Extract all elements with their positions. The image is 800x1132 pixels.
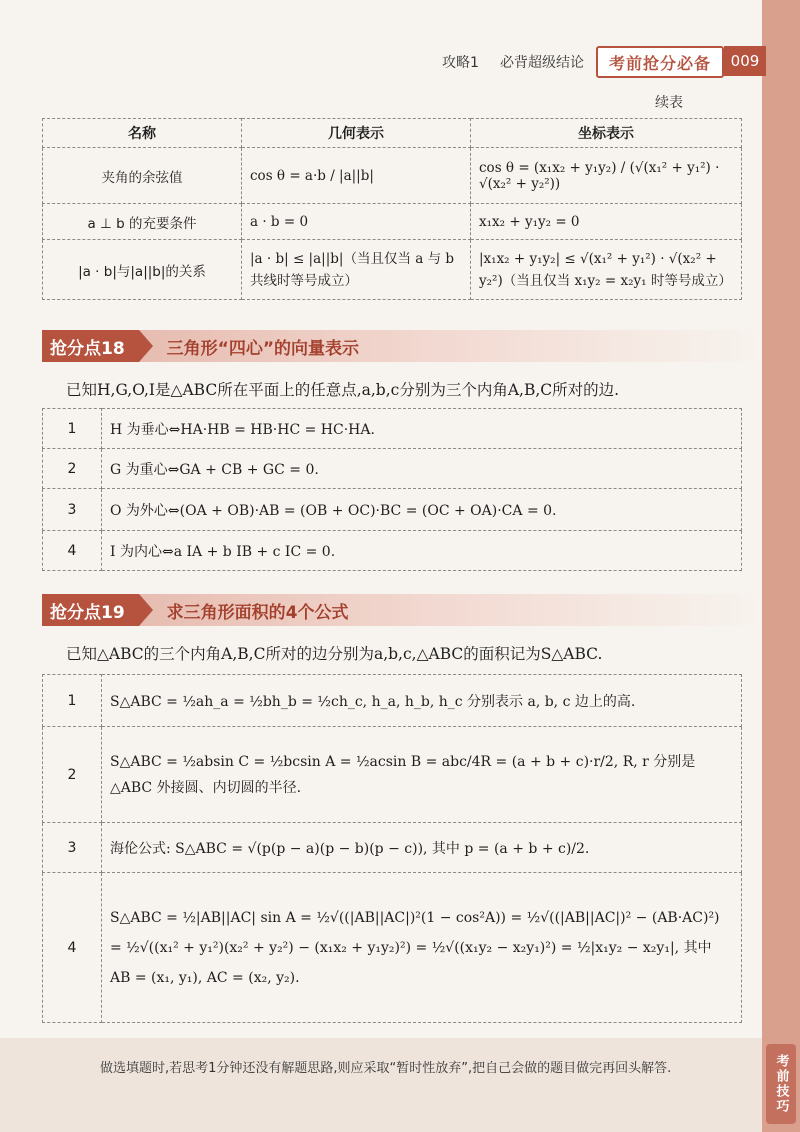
table-row (43, 823, 742, 873)
tip-box (0, 1038, 762, 1132)
row-number: 2 (43, 727, 102, 823)
row-text: S△ABC = ½|AB||AC| sin A = ½√((|AB||AC|)²(1 − cos²A)) = ½√((|AB||AC|)² − (AB·AC)²) = ½√((x₁² + y₁²)(x₂² + y₂²) − (x₁x₂ + y₁y₂)²) = ½√((x₁y₂ − x₂y₁)²) = ½|x₁y₂ − x₂y₁|, 其中 AB = (x₁, y₁), AC = (x₂, y₂). (102, 873, 742, 1023)
table-row (43, 675, 742, 727)
table-row (43, 204, 742, 240)
row-name: |a · b|与|a||b|的关系 (43, 240, 242, 300)
table-row (43, 148, 742, 204)
tip-text: 做选填题时,若思考1分钟还没有解题思路,则应采取“暂时性放弃”,把自己会做的题目做完再回头解答. (100, 1061, 672, 1076)
section-19-badge: 抢分点19 (42, 594, 139, 626)
header-geometric: 几何表示 (242, 119, 471, 148)
arrow-icon (139, 330, 153, 362)
row-text: I 为内心⇔a IA + b IB + c IC = 0. (102, 531, 742, 571)
page-number: 009 (724, 46, 766, 76)
row-text: G 为重心⇔GA + CB + GC = 0. (102, 449, 742, 489)
table-row (43, 409, 742, 449)
table-row (43, 727, 742, 823)
header-coordinate: 坐标表示 (471, 119, 742, 148)
section-18-intro: 已知H,G,O,I是△ABC所在平面上的任意点,a,b,c分别为三个内角A,B,C所对的边. (66, 381, 620, 399)
row-number: 1 (43, 675, 102, 727)
row-number: 1 (43, 409, 102, 449)
row-text: H 为垂心⇔HA·HB = HB·HC = HC·HA. (102, 409, 742, 449)
row-number: 2 (43, 449, 102, 489)
row-coordinate: x₁x₂ + y₁y₂ = 0 (471, 204, 742, 240)
row-coordinate: cos θ = (x₁x₂ + y₁y₂) / (√(x₁² + y₁²) · √(x₂² + y₂²)) (471, 148, 742, 204)
table-row (43, 489, 742, 531)
section-18-table (42, 408, 742, 571)
continued-label: 续表 (655, 95, 683, 111)
row-number: 4 (43, 873, 102, 1023)
row-number: 3 (43, 489, 102, 531)
section-18-badge: 抢分点18 (42, 330, 139, 362)
vector-table (42, 118, 742, 300)
row-geometric: cos θ = a·b / |a||b| (242, 148, 471, 204)
row-number: 4 (43, 531, 102, 571)
header-strategy: 攻略1 (442, 55, 479, 71)
table-row (43, 873, 742, 1023)
section-19-table (42, 674, 742, 1023)
section-19-heading (42, 594, 760, 626)
arrow-icon (139, 594, 153, 626)
row-geometric: |a · b| ≤ |a||b|（当且仅当 a 与 b 共线时等号成立） (242, 240, 471, 300)
row-coordinate: |x₁x₂ + y₁y₂| ≤ √(x₁² + y₁²) · √(x₂² + y₂²)（当且仅当 x₁y₂ = x₂y₁ 时等号成立） (471, 240, 742, 300)
section-19-intro: 已知△ABC的三个内角A,B,C所对的边分别为a,b,c,△ABC的面积记为S△ABC. (66, 645, 603, 663)
row-geometric: a · b = 0 (242, 204, 471, 240)
side-strip (762, 0, 800, 1132)
table-header-row (43, 119, 742, 148)
side-tab: 考前技巧 (766, 1044, 796, 1124)
row-text: O 为外心⇔(OA + OB)·AB = (OB + OC)·BC = (OC + OA)·CA = 0. (102, 489, 742, 531)
table-row (43, 531, 742, 571)
table-row (43, 449, 742, 489)
row-text: 海伦公式: S△ABC = √(p(p − a)(p − b)(p − c)), 其中 p = (a + b + c)/2. (102, 823, 742, 873)
row-text: S△ABC = ½ah_a = ½bh_b = ½ch_c, h_a, h_b, h_c 分别表示 a, b, c 边上的高. (102, 675, 742, 727)
section-18-title: 三角形“四心”的向量表示 (166, 338, 360, 359)
row-text: S△ABC = ½absin C = ½bcsin A = ½acsin B = abc/4R = (a + b + c)·r/2, R, r 分别是△ABC 外接圆、内切圆的半径. (102, 727, 742, 823)
header-subtitle: 必背超级结论 (500, 55, 584, 71)
section-19-title: 求三角形面积的4个公式 (166, 602, 349, 623)
table-row (43, 240, 742, 300)
row-name: a ⊥ b 的充要条件 (43, 204, 242, 240)
book-title: 考前抢分必备 (596, 46, 724, 78)
header-name: 名称 (43, 119, 242, 148)
row-number: 3 (43, 823, 102, 873)
section-18-heading (42, 330, 760, 362)
row-name: 夹角的余弦值 (43, 148, 242, 204)
